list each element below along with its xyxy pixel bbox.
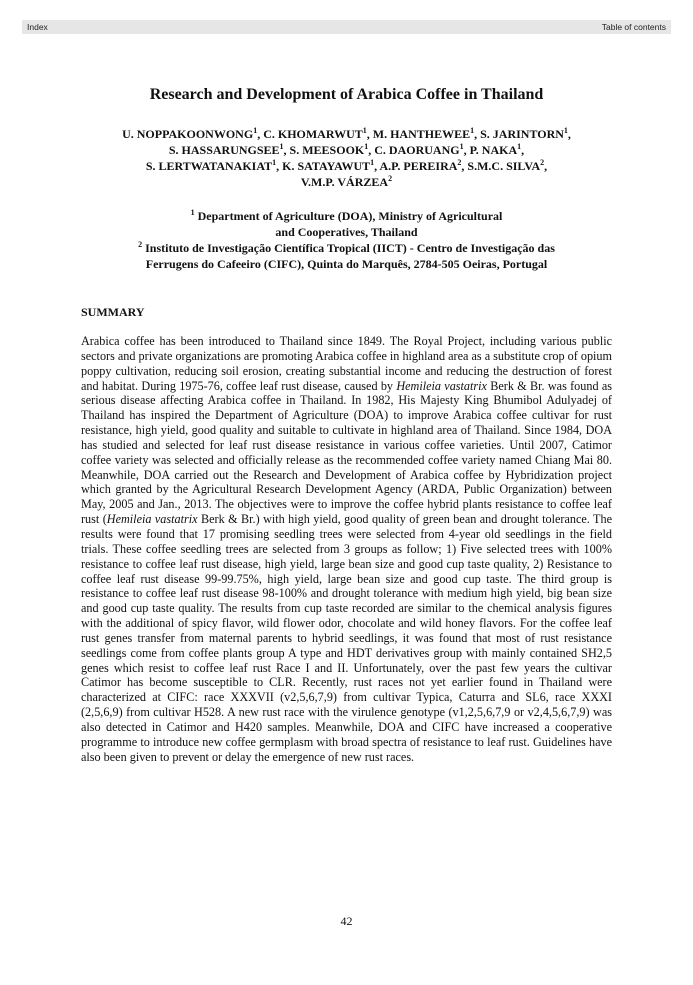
affiliation-1: $^1$ Department of Agriculture (DOA), Ministry of Agricultural bbox=[190, 208, 503, 223]
affiliation-list bbox=[70, 208, 623, 272]
top-navigation-bar bbox=[22, 20, 671, 34]
affiliation-2-continued: Ferrugens do Cafeeiro (CIFC), Quinta do Marquês, 2784-505 Oeiras, Portugal bbox=[145, 257, 548, 271]
author-line: V.M.P. VÁRZEA$^2$ bbox=[300, 174, 393, 189]
index-link[interactable]: Index bbox=[27, 22, 48, 32]
author-list bbox=[70, 126, 623, 190]
paper-title: Research and Development of Arabica Coffee in Thailand bbox=[149, 86, 544, 103]
species-name: Hemileia vastatrix bbox=[106, 512, 198, 527]
author-line: S. HASSARUNGSEE$^1$, S. MEESOOK$^1$, C. DAORUANG$^1$, P. NAKA$^1$, bbox=[168, 142, 525, 157]
affiliation-1-continued: and Cooperatives, Thailand bbox=[275, 225, 418, 239]
summary-heading: SUMMARY bbox=[81, 305, 145, 319]
affiliation-2: $^2$ Instituto de Investigação Científica Tropical (IICT) - Centro de Investigação das bbox=[138, 240, 555, 255]
summary-paragraph: Arabica coffee has been introduced to Thailand since 1849. The Royal Project, including various public sectors and private organizations are promoting Arabica coffee in highland area as a substitute crop of opium poppy cultivation, reducing soil erosion, creating substantial income and reducing the destruction of forest and habitat. During 1975-76, coffee leaf rust disease, caused by Hemileia vastatrix Berk & Br. was found as serious disease affecting Arabica coffee in Thailand. In 1982, His Majesty King Bhumibol Adulyadej of Thailand has inspired the Department of Agriculture (DOA) to improve Arabica coffee cultivar for rust resistance, high yield, good quality and suitable to cultivate in highland area of Thailand. Since 1984, DOA has studied and selected for leaf rust disease resistance in various coffee varieties. Until 2007, Catimor coffee variety was selected and officially release as the recommended coffee variety named Chiang Mai 80. Meanwhile, DOA carried out the Research and Development of Arabica coffee by Hybridization project which granted by the Agricultural Research Development Agency (ARDA, Public Organization) between May, 2005 and Jan., 2013. The objectives were to improve the coffee hybrid plants resistance to coffee leaf rust (Hemileia vastatrix Berk & Br.) with high yield, good quality of green bean and drought tolerance. The results were found that 17 promising seedling trees were selected from 4-year old seedlings in the field trials. These coffee seedling trees are selected from 3 groups as follow; 1) Five selected trees with 100% resistance to coffee leaf rust disease, high yield, large bean size and good cup taste quality, 2) Resistance to coffee leaf rust disease 99-99.75%, high yield, large bean size and good cup taste. The third group is resistance to coffee leaf rust disease 98-100% and drought tolerance with medium high yield, big bean size and good cup taste quality. The results from cup taste recorded are similar to the chemical analysis figures with the additional of spicy flavor, wild flower odor, chocolate and wild honey flavors. For the coffee leaf rust genes transfer from maternal parents to hybrid seedlings, it was found that most of rust resistance seedlings come from coffee plants group A type and HDT derivatives group with mainly contained SH2,5 genes which resist to coffee leaf rust Race I and II. Unfortunately, over the past few years the cultivar Catimor has become susceptible to CLR. Recently, rust races not yet earlier found in Thailand were characterized at CIFC: race XXXVII (v2,5,6,7,9) from cultivar Typica, Caturra and SL6, race XXXI (2,5,6,9) from cultivar H528. A new rust race with the virulence genotype (v1,2,5,6,7,9 or v2,4,5,6,7,9) was also detected in Catimor and H420 samples. Meanwhile, DOA and CIFC have increased a cooperative programme to introduce new coffee germplasm with broad spectra of resistance to leaf rust. Guidelines have also been given to prevent or delay the emergence of new rust races. bbox=[81, 334, 613, 764]
table-of-contents-link[interactable]: Table of contents bbox=[601, 22, 666, 32]
author-line: U. NOPPAKOONWONG$^1$, C. KHOMARWUT$^1$, M. HANTHEWEE$^1$, S. JARINTORN$^1$, bbox=[122, 126, 571, 141]
species-name: Hemileia vastatrix bbox=[396, 378, 487, 393]
page-number: 42 bbox=[340, 914, 353, 928]
author-line: S. LERTWATANAKIAT$^1$, K. SATAYAWUT$^1$, A.P. PEREIRA$^2$, S.M.C. SILVA$^2$, bbox=[145, 158, 548, 173]
